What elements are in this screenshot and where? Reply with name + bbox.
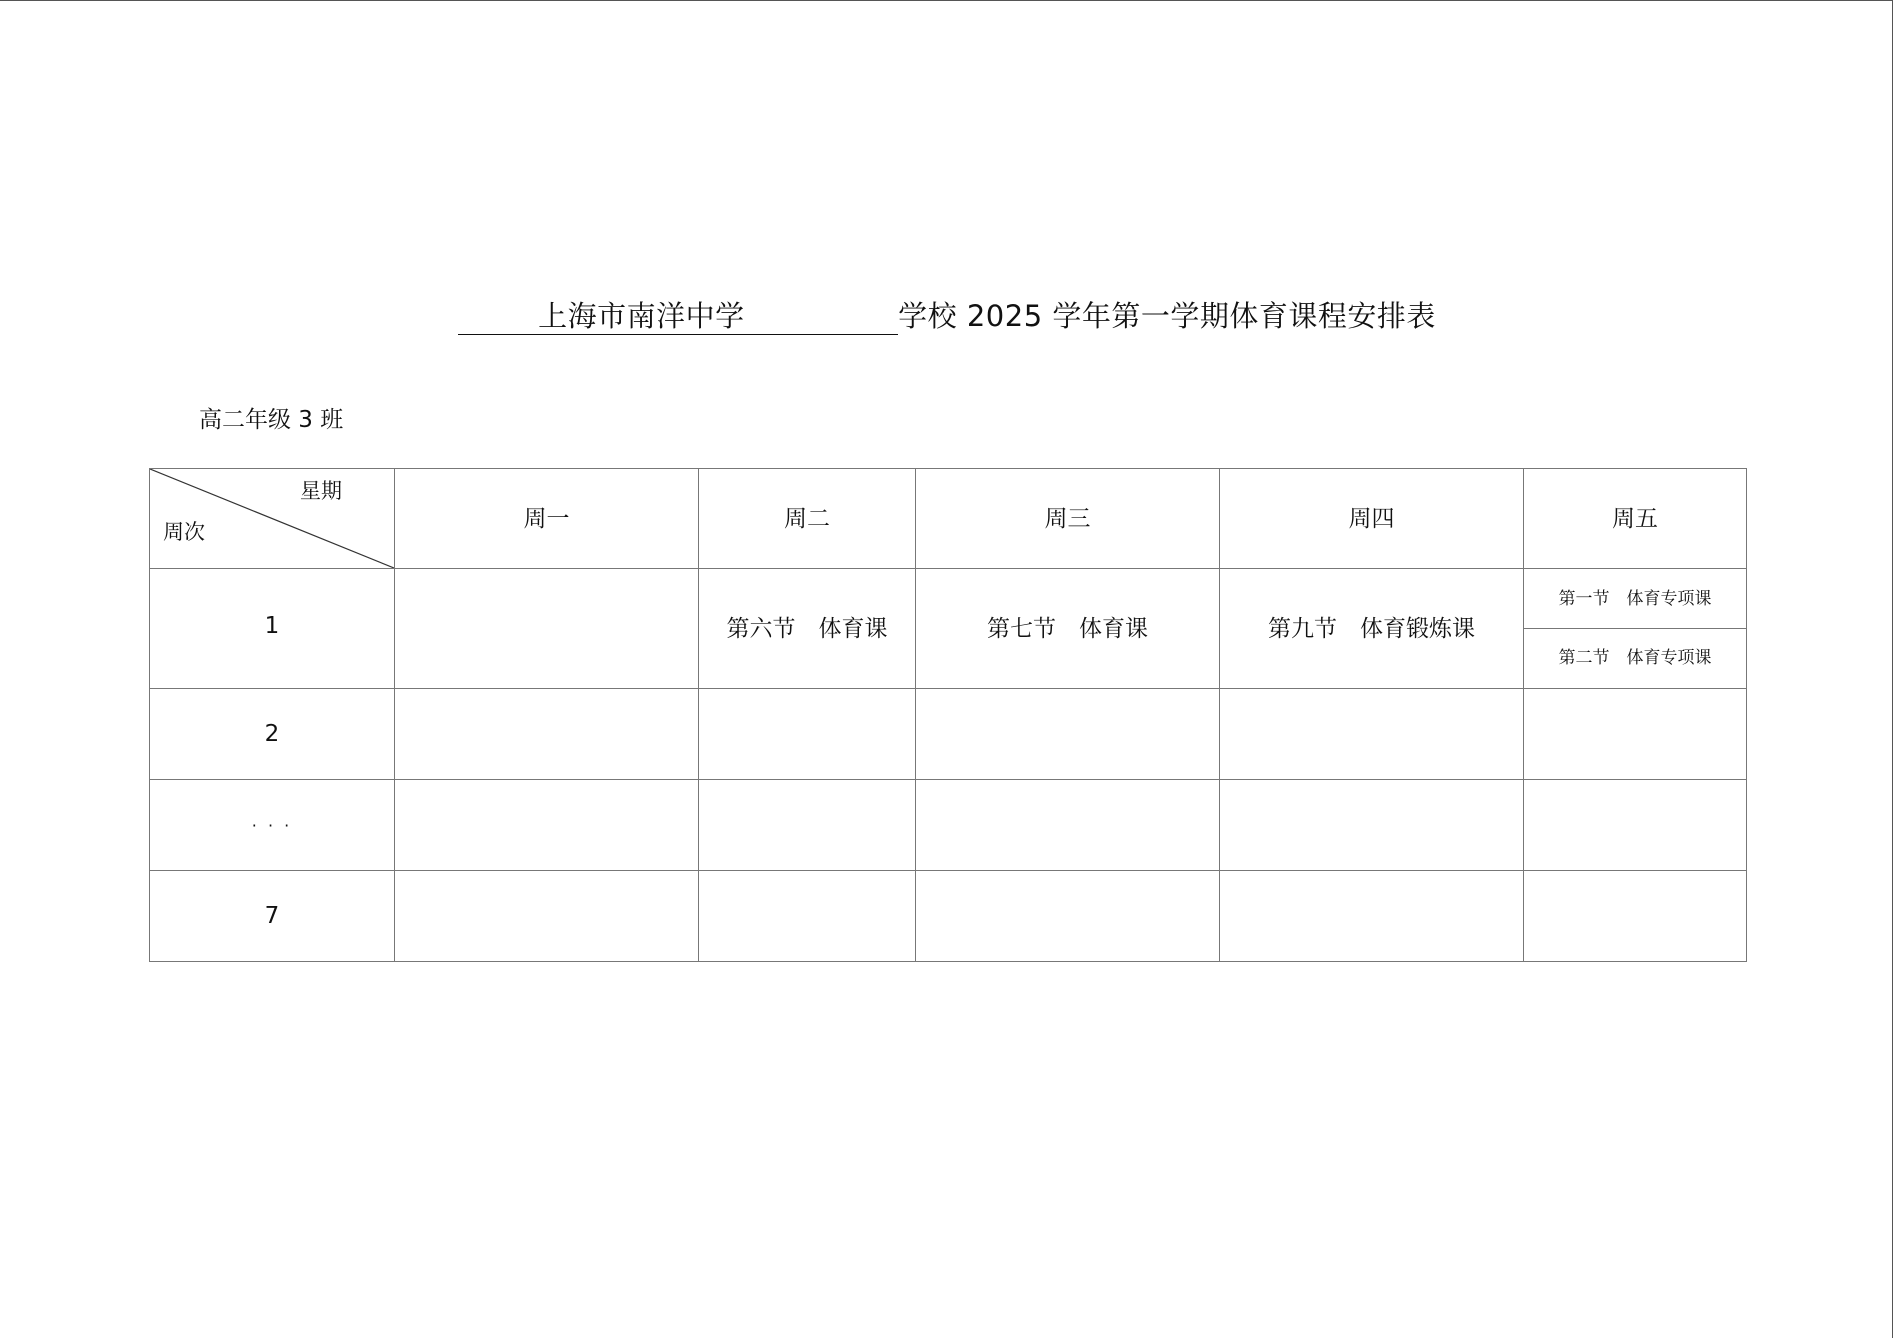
day-header-tuesday: 周二 (699, 469, 916, 569)
lesson-cell-tuesday: 第六节 体育课 (699, 569, 916, 689)
lesson-cell-thursday (1220, 780, 1524, 871)
school-name: 上海市南洋中学 (458, 298, 898, 335)
week-number-cell: 1 (150, 569, 395, 689)
lesson-cell-friday (1524, 871, 1747, 962)
lesson-cell-tuesday (699, 871, 916, 962)
table-row (150, 780, 1747, 871)
table-row (150, 689, 1747, 780)
lesson-cell-wednesday (916, 689, 1220, 780)
table-row (150, 871, 1747, 962)
lesson-cell-thursday (1220, 871, 1524, 962)
lesson-cell-thursday (1220, 689, 1524, 780)
day-header-thursday: 周四 (1220, 469, 1524, 569)
lesson-cell-thursday: 第九节 体育锻炼课 (1220, 569, 1524, 689)
week-number-cell: · · · (150, 780, 395, 871)
schedule-table (149, 468, 1747, 962)
friday-lesson-first: 第一节 体育专项课 (1524, 570, 1746, 629)
lesson-cell-wednesday (916, 871, 1220, 962)
lesson-cell-monday (395, 871, 699, 962)
lesson-cell-wednesday (916, 780, 1220, 871)
lesson-cell-wednesday: 第七节 体育课 (916, 569, 1220, 689)
lesson-cell-friday (1524, 780, 1747, 871)
weekday-axis-label: 星期 (300, 479, 342, 503)
lesson-cell-friday (1524, 689, 1747, 780)
title-suffix: 学校 2025 学年第一学期体育课程安排表 (898, 299, 1436, 333)
corner-header-cell (150, 469, 395, 569)
class-label: 高二年级 3 班 (199, 407, 344, 433)
lesson-cell-tuesday (699, 780, 916, 871)
lesson-cell-monday (395, 780, 699, 871)
page-title (0, 296, 1894, 336)
header-row (150, 469, 1747, 569)
lesson-cell-monday (395, 569, 699, 689)
lesson-cell-monday (395, 689, 699, 780)
day-header-monday: 周一 (395, 469, 699, 569)
lesson-cell-friday (1524, 569, 1747, 689)
friday-lesson-second: 第二节 体育专项课 (1558, 648, 1712, 668)
day-header-friday: 周五 (1524, 469, 1747, 569)
week-number-cell: 7 (150, 871, 395, 962)
lesson-cell-tuesday (699, 689, 916, 780)
table-row (150, 569, 1747, 689)
week-axis-label: 周次 (163, 520, 205, 544)
week-number-cell: 2 (150, 689, 395, 780)
day-header-wednesday: 周三 (916, 469, 1220, 569)
